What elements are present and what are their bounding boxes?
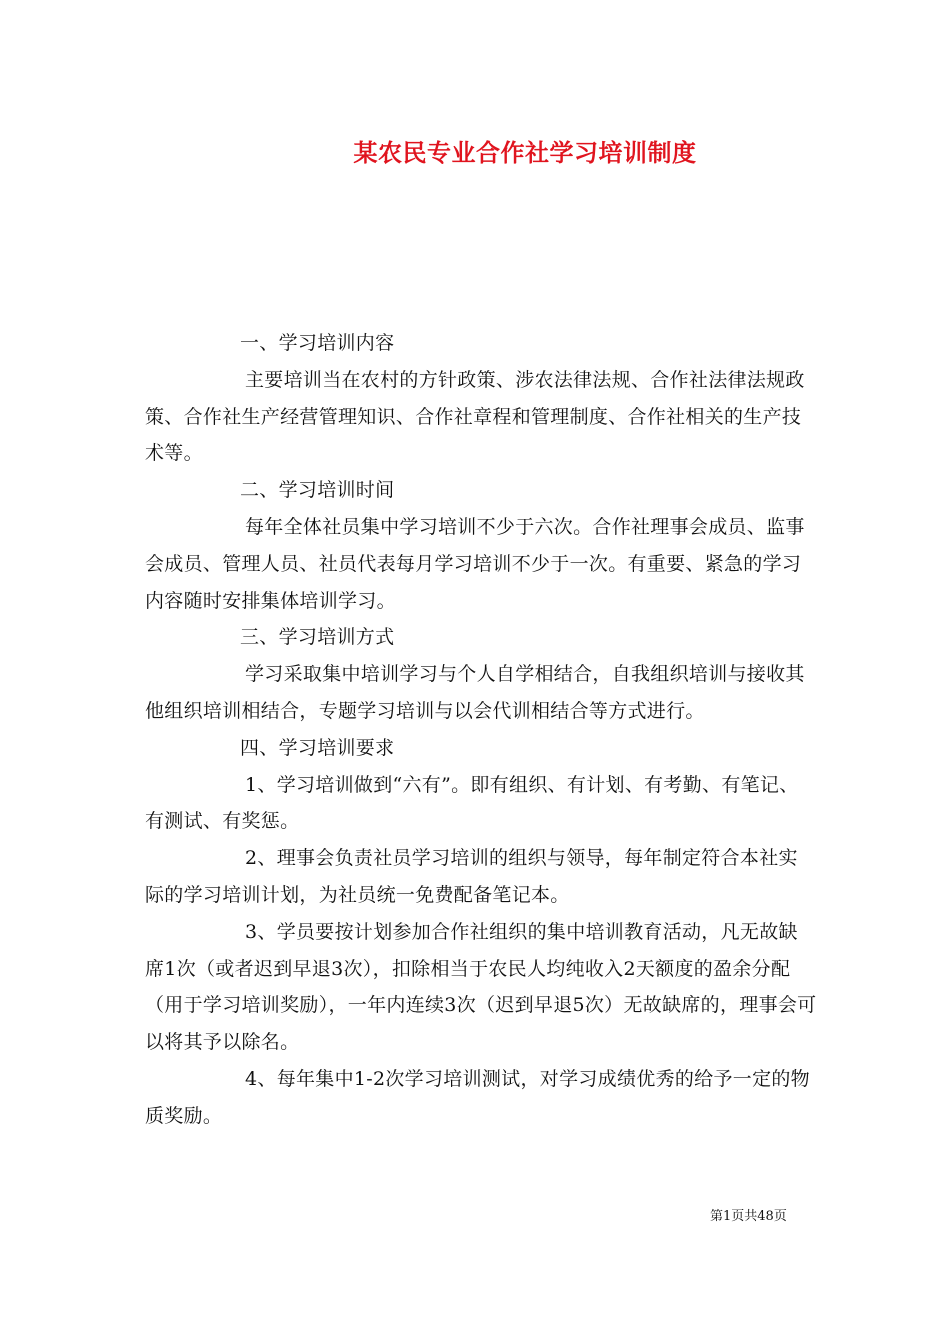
requirement-item: 4、每年集中1-2次学习培训测试，对学习成绩优秀的给予一定的物质奖励。 <box>145 1067 810 1127</box>
section-heading: 二、学习培训时间 <box>240 479 395 502</box>
section-paragraph: 每年全体社员集中学习培训不少于六次。合作社理事会成员、监事会成员、管理人员、社员代表每月学习培训不少于一次。有重要、紧急的学习内容随时安排集体培训学习。 <box>145 515 805 612</box>
section-heading: 三、学习培训方式 <box>240 626 395 649</box>
document-title: 某农民专业合作社学习培训制度 <box>353 138 697 167</box>
section-paragraph: 学习采取集中培训学习与个人自学相结合，自我组织培训与接收其他组织培训相结合，专题学习培训与以会代训相结合等方式进行。 <box>145 663 805 722</box>
document-body <box>145 325 817 1135</box>
requirement-item: 1、学习培训做到“六有”。即有组织、有计划、有考勤、有笔记、有测试、有奖惩。 <box>145 773 799 833</box>
section-heading: 四、学习培训要求 <box>240 736 395 759</box>
requirement-item: 3、学员要按计划参加合作社组织的集中培训教育活动，凡无故缺席1次（或者迟到早退3次），扣除相当于农民人均纯收入2天额度的盈余分配（用于学习培训奖励），一年内连续3次（迟到早退5次）无故缺席的，理事会可以将其予以除名。 <box>145 920 817 1054</box>
requirement-item: 2、理事会负责社员学习培训的组织与领导，每年制定符合本社实际的学习培训计划，为社员统一免费配备笔记本。 <box>145 847 798 906</box>
section-heading: 一、学习培训内容 <box>240 332 395 354</box>
section-paragraph: 主要培训当在农村的方针政策、涉农法律法规、合作社法律法规政策、合作社生产经营管理知识、合作社章程和管理制度、合作社相关的生产技术等。 <box>145 368 805 465</box>
page-number: 第1页共48页 <box>710 1209 787 1224</box>
